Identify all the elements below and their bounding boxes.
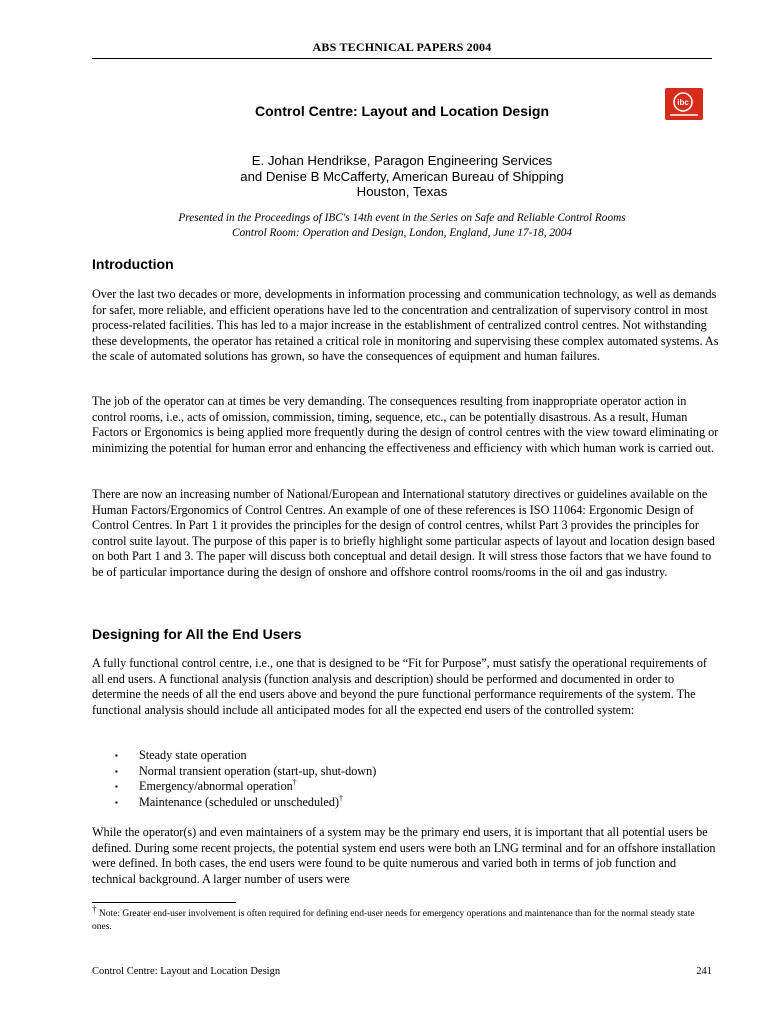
footnote-mark: † [92, 903, 97, 914]
running-head: ABS TECHNICAL PAPERS 2004 [312, 40, 492, 54]
body-paragraph: A fully functional control centre, i.e., one that is designed to be “Fit for Purpose”, must satisfy the operational requirements of all end users. A functional analysis (function analysis and description) should be performed and documented in order to determine the needs of all the end users above and beyond the pure functional performance requirements of the system. The functional analysis should include all anticipated modes for all the expected end users of the controlled system: [92, 656, 707, 717]
list-item-text: Normal transient operation (start-up, shut-down) [139, 763, 377, 778]
list-item [92, 764, 376, 780]
footnote-reference: † [292, 777, 297, 787]
body-paragraph: While the operator(s) and even maintainers of a system may be the primary end users, it is important that all potential users be defined. During some recent projects, the potential system end users were both an LNG terminal and for an offshore installation were defined. In both cases, the end users were found to be quite numerous and varied both in terms of job function and technical background. A larger number of users were [92, 825, 716, 886]
header-rule [92, 58, 712, 59]
body-paragraph: The job of the operator can at times be very demanding. The consequences resulting from inappropriate operator action in control rooms, i.e., acts of omission, commission, timing, sequence, etc., can be potentially disastrous. As a result, Human Factors or Ergonomics is being applied more frequently during the design of control centres with the view toward eliminating or minimizing the potential for human error and enhancing the effectiveness and efficiency with which human work is carried out. [92, 394, 719, 455]
ibc-logo-text: ibc [677, 98, 689, 107]
footnote [92, 903, 712, 934]
footnote-reference: † [339, 793, 343, 803]
page-number: 241 [696, 966, 712, 977]
bullet-marker: ▪ [115, 782, 118, 791]
bullet-marker: ▪ [115, 751, 118, 760]
paper-title: Control Centre: Layout and Location Design [254, 103, 549, 119]
end-user-modes-list [92, 748, 376, 810]
bullet-marker: ▪ [115, 766, 118, 776]
author-line: E. Johan Hendrikse, Paragon Engineering Services [251, 153, 553, 168]
section-heading-introduction: Introduction [92, 256, 174, 272]
section-heading-end-users: Designing for All the End Users [92, 626, 302, 642]
body-paragraph: Over the last two decades or more, developments in information processing and communication technology, as well as demands for safer, more reliable, and efficient operations have led to the concentration and centralization of supervisory control in most process-related facilities. This has led to a major increase in the establishment of centralized control centres. Not withstanding these developments, the operator has retained a critical role in monitoring and supervising these complex automated systems. As the scale of automated solutions has grown, so have the consequences of equipment and human failures. [92, 287, 719, 363]
author-block [92, 153, 712, 200]
list-item-text: Emergency/abnormal operation [139, 779, 293, 793]
body-paragraph: There are now an increasing number of National/European and International statutory directives or guidelines available on the Human Factors/Ergonomics of Control Centres. An example of one of these references is ISO 11064: Ergonomic Design of Control Centres. In Part 1 it provides the principles for the design of control centres, whilst Part 3 provides the principles for control suite layout. The purpose of this paper is to briefly highlight some particular aspects of layout and location design based on both Part 1 and 3. The paper will discuss both conceptual and detail design. It will stress those factors that we have found to be of particular importance during the design of onshore and offshore control rooms/rooms in the oil and gas industry. [92, 487, 715, 579]
list-item [92, 779, 376, 795]
author-location: Houston, Texas [356, 184, 448, 199]
footnote-rule [92, 902, 236, 903]
bullet-marker: ▪ [115, 797, 118, 807]
list-item-text: Maintenance (scheduled or unscheduled) [139, 794, 339, 809]
presented-line: Control Room: Operation and Design, London, England, June 17-18, 2004 [231, 227, 573, 239]
footer-title: Control Centre: Layout and Location Design [92, 966, 281, 977]
footnote-text: Note: Greater end-user involvement is often required for defining end-user needs for emergency operations and maintenance than for the normal steady state ones. [92, 909, 695, 932]
list-item-text: Steady state operation [139, 748, 247, 762]
list-item [92, 795, 376, 811]
list-item [92, 748, 376, 764]
presented-line: Presented in the Proceedings of IBC's 14th event in the Series on Safe and Reliable Control Rooms [178, 212, 626, 224]
author-line: and Denise B McCafferty, American Bureau of Shipping [240, 168, 564, 184]
presented-note [92, 211, 712, 241]
